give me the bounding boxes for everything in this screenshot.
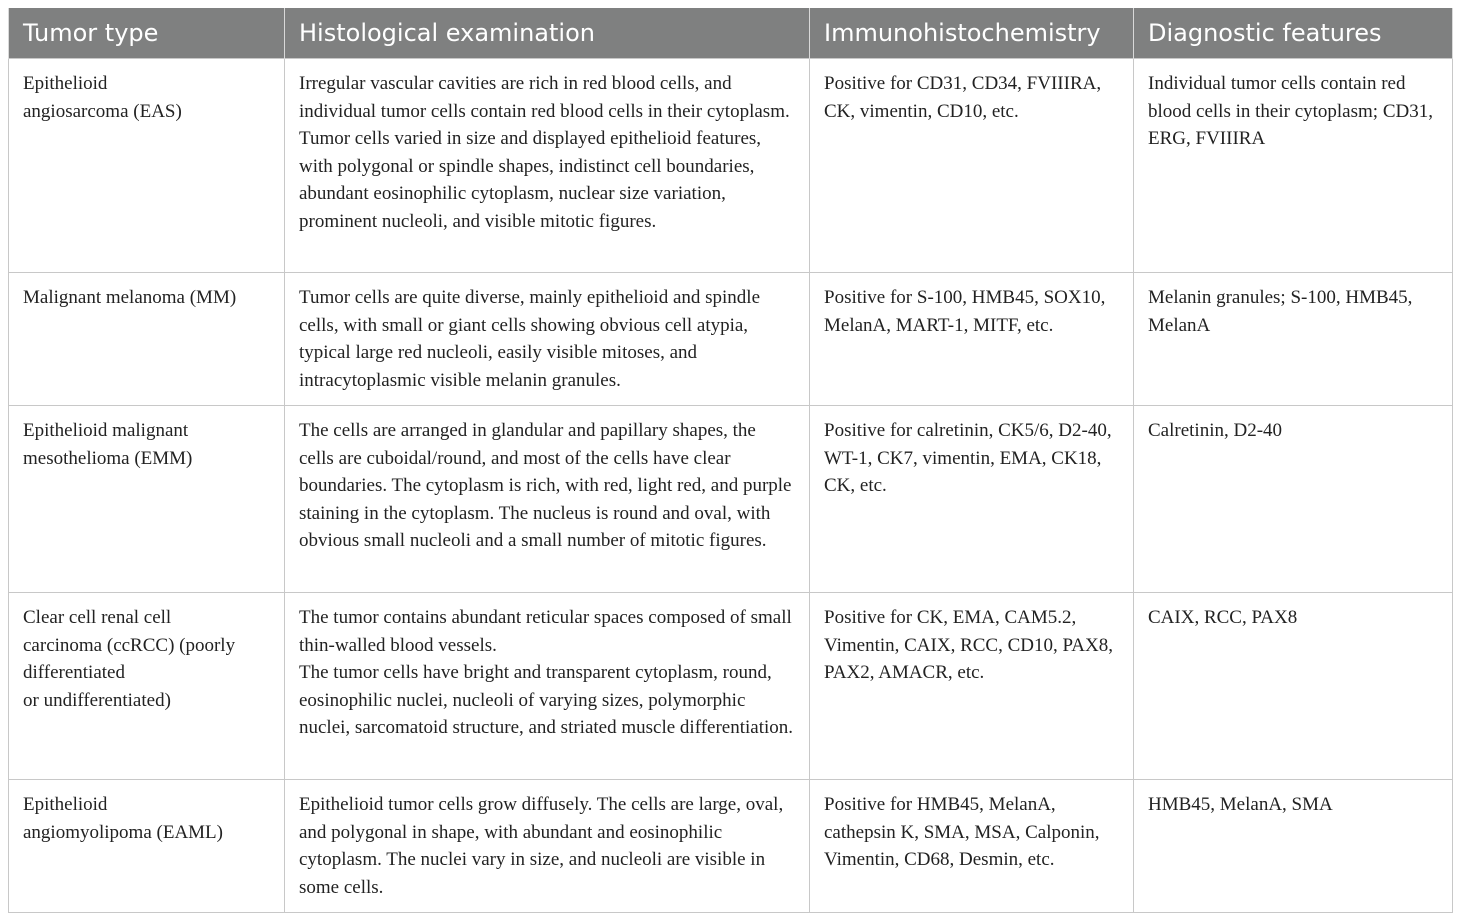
table-row (9, 593, 1453, 780)
cell-diagnostic: Individual tumor cells contain red blood cells in their cytoplasm; CD31, ERG, FVIIIRA (1134, 59, 1453, 273)
cell-tumor-type: Epithelioid malignant mesothelioma (EMM) (9, 406, 285, 593)
table-row (9, 780, 1453, 913)
cell-diagnostic: HMB45, MelanA, SMA (1134, 780, 1453, 913)
cell-diagnostic: CAIX, RCC, PAX8 (1134, 593, 1453, 780)
header-tumor-type: Tumor type (9, 8, 285, 59)
tumor-comparison-table (8, 8, 1453, 913)
cell-ihc: Positive for CK, EMA, CAM5.2, Vimentin, CAIX, RCC, CD10, PAX8, PAX2, AMACR, etc. (810, 593, 1134, 780)
cell-diagnostic: Calretinin, D2-40 (1134, 406, 1453, 593)
cell-ihc: Positive for calretinin, CK5/6, D2-40, WT-1, CK7, vimentin, EMA, CK18, CK, etc. (810, 406, 1134, 593)
header-immunohistochemistry: Immunohistochemistry (810, 8, 1134, 59)
cell-tumor-type: Epithelioid angiomyolipoma (EAML) (9, 780, 285, 913)
cell-diagnostic: Melanin granules; S-100, HMB45, MelanA (1134, 273, 1453, 406)
header-diagnostic-features: Diagnostic features (1134, 8, 1453, 59)
table-header-row (9, 8, 1453, 59)
cell-histology: Epithelioid tumor cells grow diffusely. The cells are large, oval, and polygonal in shape, with abundant and eosinophilic cytoplasm. The nuclei vary in size, and nucleoli are visible in some cells. (285, 780, 810, 913)
cell-tumor-type: Epithelioid angiosarcoma (EAS) (9, 59, 285, 273)
cell-histology: Irregular vascular cavities are rich in red blood cells, and individual tumor cells contain red blood cells in their cytoplasm. Tumor cells varied in size and displayed epithelioid features, with polygonal or spindle shapes, indistinct cell boundaries, abundant eosinophilic cytoplasm, nuclear size variation, prominent nucleoli, and visible mitotic figures. (285, 59, 810, 273)
cell-tumor-type: Malignant melanoma (MM) (9, 273, 285, 406)
header-histological-examination: Histological examination (285, 8, 810, 59)
cell-ihc: Positive for S-100, HMB45, SOX10, MelanA, MART-1, MITF, etc. (810, 273, 1134, 406)
cell-histology: The tumor contains abundant reticular spaces composed of small thin-walled blood vessels. The tumor cells have bright and transparent cytoplasm, round, eosinophilic nuclei, nucleoli of varying sizes, polymorphic nuclei, sarcomatoid structure, and striated muscle differentiation. (285, 593, 810, 780)
cell-ihc: Positive for CD31, CD34, FVIIIRA, CK, vimentin, CD10, etc. (810, 59, 1134, 273)
table-row (9, 59, 1453, 273)
cell-ihc: Positive for HMB45, MelanA, cathepsin K, SMA, MSA, Calponin, Vimentin, CD68, Desmin, etc. (810, 780, 1134, 913)
cell-tumor-type: Clear cell renal cell carcinoma (ccRCC) (poorly differentiated or undifferentiated) (9, 593, 285, 780)
cell-histology: The cells are arranged in glandular and papillary shapes, the cells are cuboidal/round, and most of the cells have clear boundaries. The cytoplasm is rich, with red, light red, and purple staining in the cytoplasm. The nucleus is round and oval, with obvious small nucleoli and a small number of mitotic figures. (285, 406, 810, 593)
cell-histology: Tumor cells are quite diverse, mainly epithelioid and spindle cells, with small or giant cells showing obvious cell atypia, typical large red nucleoli, easily visible mitoses, and intracytoplasmic visible melanin granules. (285, 273, 810, 406)
table-row (9, 273, 1453, 406)
table-row (9, 406, 1453, 593)
